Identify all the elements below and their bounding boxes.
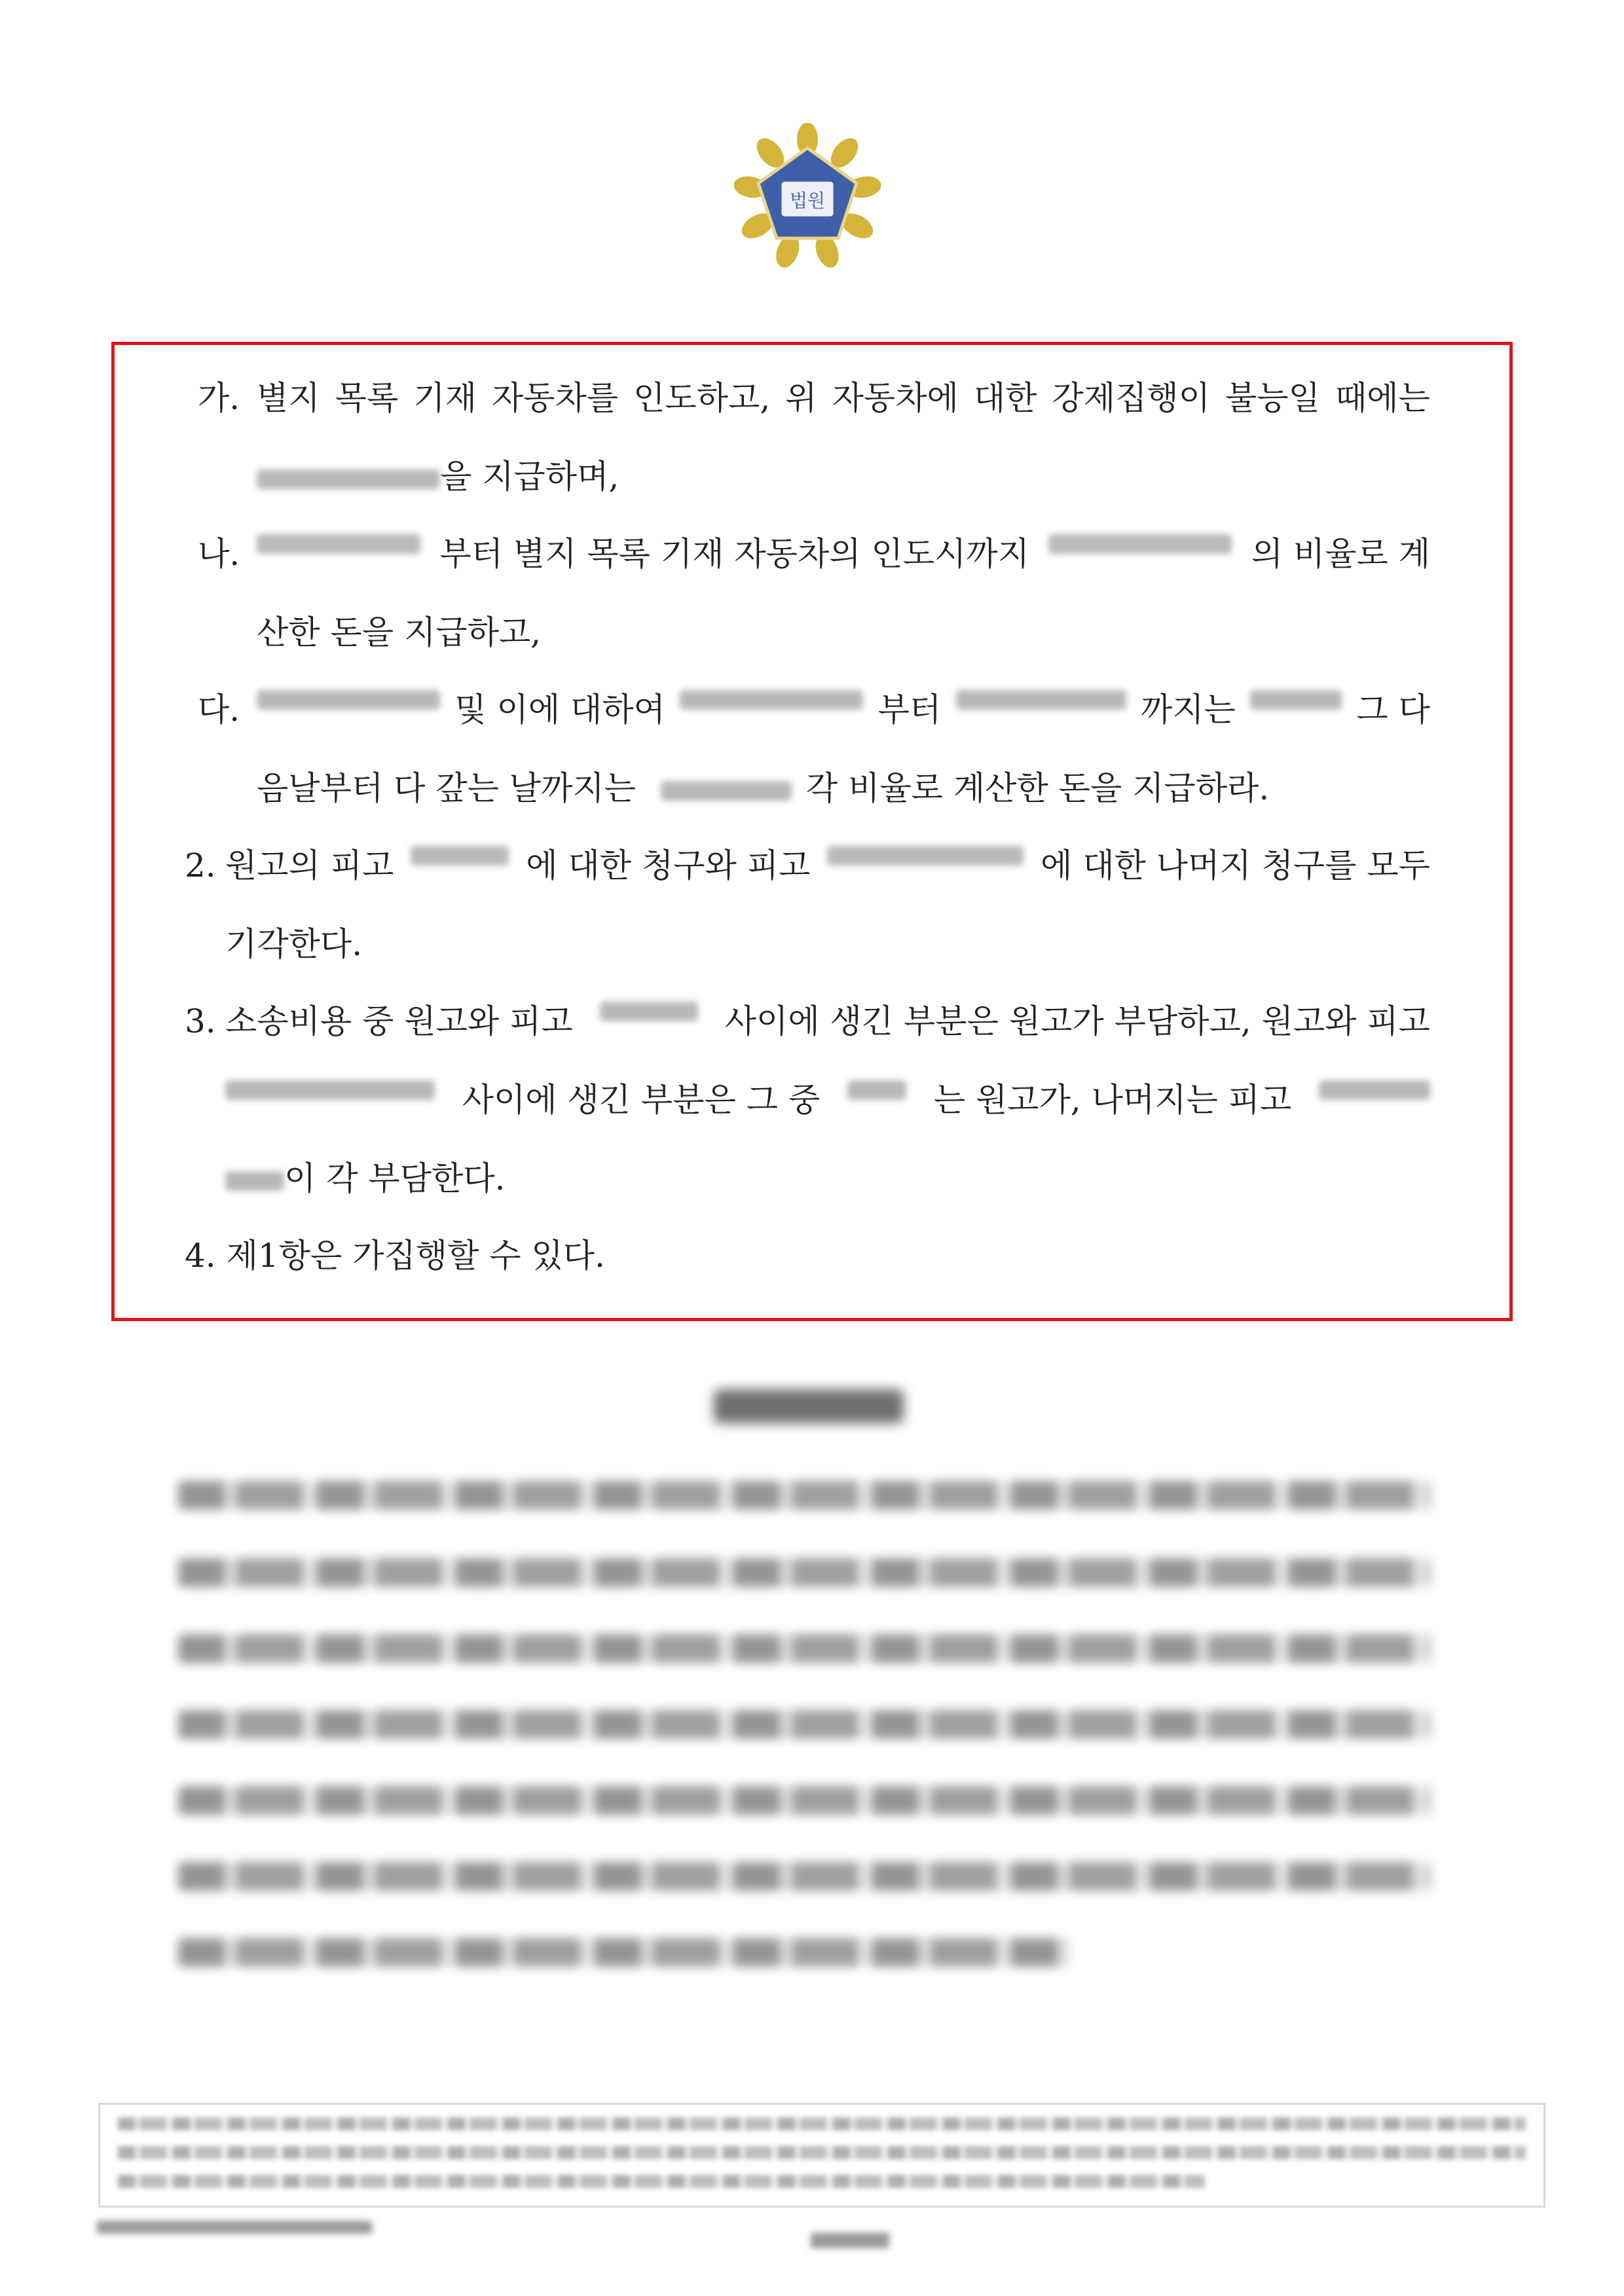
item-2-line1-a: 원고의 피고 [225,847,394,884]
item-2-line2: 기각한다. [225,925,363,963]
item-ga-marker: 가. [198,379,240,417]
item-na-line1-text-a: 부터 별지 목록 기재 자동차의 인도시까지 [439,535,1029,573]
redacted-paragraph-line [178,1481,1430,1510]
redacted-paragraph-line [178,1862,1430,1891]
court-emblem [733,123,881,271]
redacted-section-heading [714,1389,904,1423]
item-3-line2 [225,1080,1430,1120]
item-3-line2-b: 는 원고가, 나머지는 피고 [933,1081,1292,1119]
item-ga-line2 [257,457,619,496]
redacted-name [225,1171,284,1191]
item-2-marker: 2. [185,847,216,884]
redacted-date [956,690,1126,710]
word: 자동차를 [491,379,619,417]
redacted-footer-line [118,2175,1205,2188]
redacted-name [827,846,1024,866]
redacted-date [257,534,420,554]
item-da-marker: 다. [198,691,240,729]
item-da-line1 [257,690,1430,729]
redacted-document-code [97,2221,372,2234]
item-da-line1-a: 및 이에 대하여 [454,691,665,729]
item-da-line2-b: 각 비율로 계산한 돈을 지급하라. [805,769,1270,807]
item-da-line2-a: 음날부터 다 갚는 날까지는 [257,769,636,807]
redacted-amount [257,469,440,489]
item-3-line2-a: 사이에 생긴 부분은 그 중 [462,1081,821,1119]
item-ga-line2-text: 을 지급하며, [440,458,619,496]
item-3-marker: 3. [185,1002,216,1040]
word: 강제집행이 [1052,379,1210,417]
redacted-date [680,690,863,710]
item-na-line1-text-b: 의 비율로 계 [1251,535,1430,573]
item-3-line3 [225,1159,505,1198]
word: 불능일 [1225,379,1320,417]
redacted-paragraph-line [178,1786,1430,1815]
item-3-line1 [225,1002,1430,1041]
redacted-ratio [847,1080,906,1100]
item-da-line1-b: 부터 [877,691,942,729]
word: 때에는 [1335,379,1430,417]
word: 위 [785,379,817,417]
redacted-rate [1048,534,1232,554]
redacted-name [1319,1080,1430,1100]
redacted-paragraph-line [178,1710,1430,1739]
item-3-line3-text: 이 각 부담한다. [284,1159,506,1197]
redacted-rate [1250,690,1342,710]
item-2-line1-b: 에 대한 청구와 피고 [526,847,811,884]
item-4-line: 4. 제1항은 가집행할 수 있다. [185,1237,605,1275]
redacted-footer-line [118,2146,1526,2159]
redacted-paragraph-line [178,1558,1430,1587]
redacted-rate [661,781,792,801]
redacted-name [225,1080,435,1100]
redacted-name [600,1002,698,1021]
redacted-footer-line [118,2117,1526,2130]
redacted-amount [257,690,440,710]
word: 기재 [413,379,477,417]
item-da-line1-d: 그 다 [1356,691,1430,729]
item-3-line1-a: 소송비용 중 원고와 피고 [225,1002,573,1040]
item-ga-line1 [257,378,1430,418]
word: 별지 [257,379,320,417]
redacted-name [411,846,509,866]
word: 인도하고, [633,379,771,417]
emblem-label: 법원 [789,190,826,211]
redacted-paragraph-line [178,1938,1069,1967]
word: 목록 [335,379,399,417]
item-da-line1-c: 까지는 [1140,691,1236,729]
item-da-line2 [257,769,1269,808]
redacted-page-number [811,2232,889,2248]
word: 대한 [973,379,1037,417]
redacted-paragraph-line [178,1634,1430,1663]
item-na-marker: 나. [198,535,240,573]
item-na-line2: 산한 돈을 지급하고, [257,613,542,651]
item-2-line1 [225,846,1430,885]
item-2-line1-c: 에 대한 나머지 청구를 모두 [1041,847,1430,884]
word: 자동차에 [832,379,959,417]
item-na-line1 [257,534,1430,574]
item-3-line1-b: 사이에 생긴 부분은 원고가 부담하고, 원고와 피고 [724,1002,1430,1040]
